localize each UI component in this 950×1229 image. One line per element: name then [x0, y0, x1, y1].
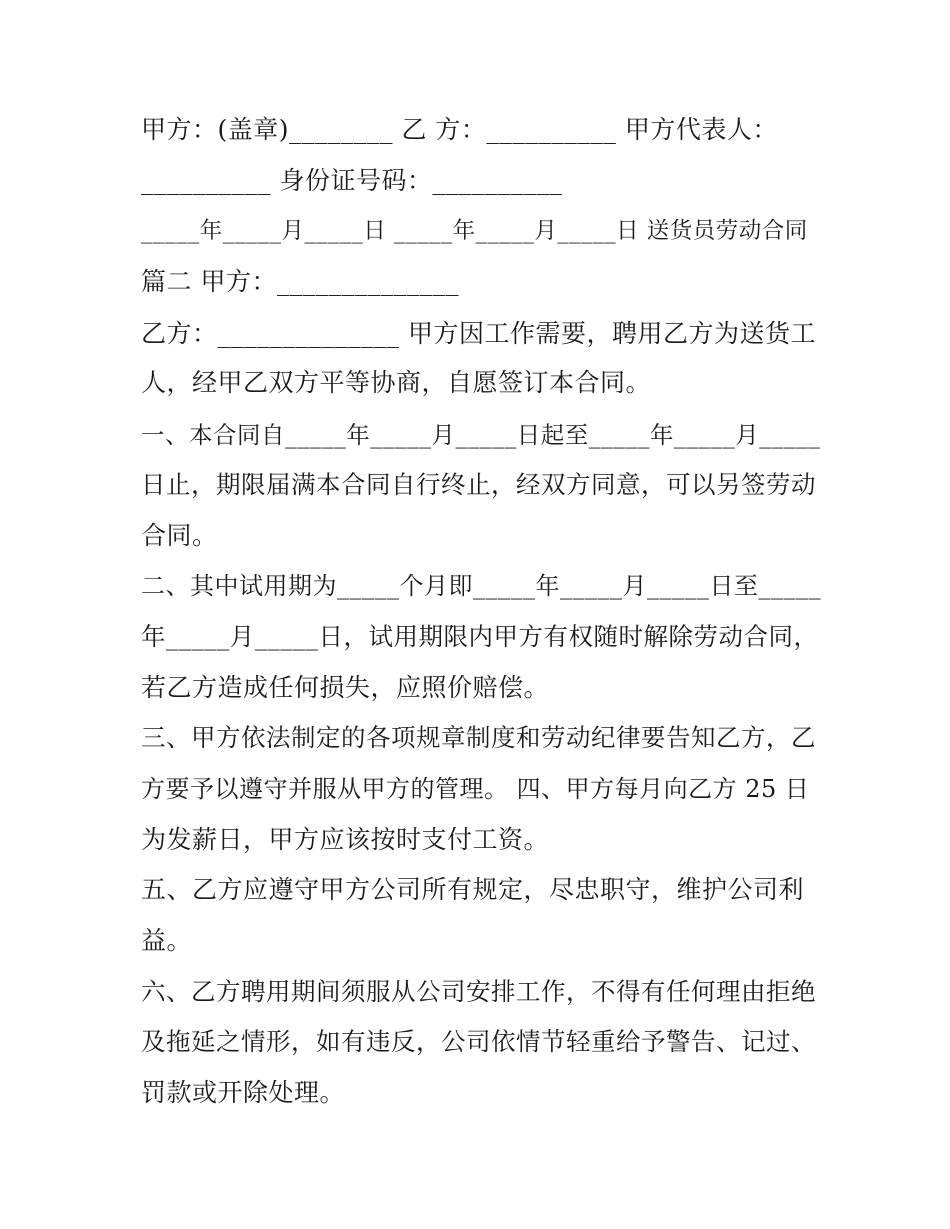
text-line: 甲方：(盖章)________ 乙 方：__________ 甲方代表人： [141, 115, 778, 144]
text-line: _____年_____月_____日 _____年_____月_____日 送货员劳动合同 [141, 218, 808, 244]
text-line: 乙方：______________ 甲方因工作需要，聘用乙方为送货工 [141, 319, 816, 348]
text-line: 六、乙方聘用期间须服从公司安排工作，不得有任何理由拒绝 [141, 977, 816, 1006]
text-line: 罚款或开除处理。 [141, 1078, 346, 1107]
text-line: 方要予以遵守并服从甲方的管理。 四、甲方每月向乙方 25 日 [141, 775, 810, 803]
text-line: 二、其中试用期为_____个月即_____年_____月_____日至_____ [141, 572, 821, 600]
text-line: 合同。 [141, 521, 218, 550]
text-line: 若乙方造成任何损失，应照价赔偿。 [141, 673, 550, 702]
text-line: 年_____月_____日，试用期限内甲方有权随时解除劳动合同， [141, 622, 819, 651]
text-line: 及拖延之情形，如有违反，公司依情节轻重给予警告、记过、 [141, 1027, 816, 1056]
text-line: 一、本合同自_____年_____月_____日起至_____年_____月_____ [141, 421, 821, 449]
text-line: 五、乙方应遵守甲方公司所有规定，尽忠职守，维护公司利 [141, 875, 805, 904]
text-line: 篇二 甲方：______________ [141, 267, 459, 296]
text-line: 为发薪日，甲方应该按时支付工资。 [141, 825, 550, 854]
text-line: 日止，期限届满本合同自行终止，经双方同意，可以另签劳动 [141, 470, 816, 499]
text-line: 益。 [141, 926, 193, 955]
text-line: 人，经甲乙双方平等协商，自愿签订本合同。 [141, 368, 652, 397]
text-line: 三、甲方依法制定的各项规章制度和劳动纪律要告知乙方，乙 [141, 723, 816, 752]
text-line: __________ 身份证号码：__________ [141, 166, 563, 195]
